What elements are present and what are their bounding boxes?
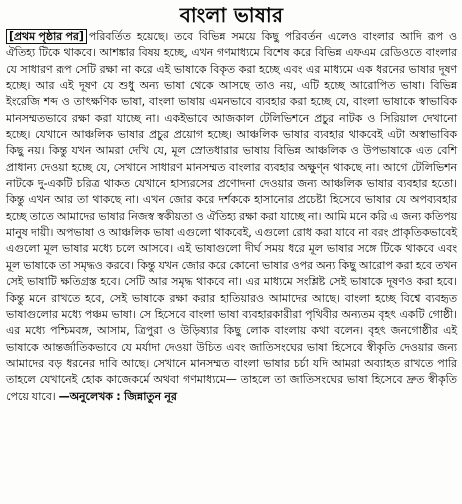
article-byline: —অনুলেখক : জিন্নাতুন নূর [58, 389, 177, 403]
continued-from-front-page-tag: [প্রথম পৃষ্ঠার পর] [6, 29, 87, 44]
article-body-text: পরিবর্তিত হয়েছে। তবে বিভিন্ন সময়ে কিছু পরিবর্তন এলেও বাংলার আদি রূপ ও ঐতিহ্য টিকে থাকবে। আশঙ্কার বিষয় হচ্ছে, এখন গণমাধ্যমে বিশেষ করে বিভিন্ন এফএম রেডিওতে বাংলার যে সাধারণ রূপ সেটি রক্ষা না করে এই ভাষাকে বিকৃত করা হচ্ছে এবং এর মাধ্যমে এক ধরনের ভাষার দূষণ হচ্ছে। আর এই দূষণ যে শুধু অন্য ভাষা থেকে আসছে তাও নয়, এটি হচ্ছে আরোপিত ভাষা। বিভিন্ন ইংরেজি শব্দ ও তাৎক্ষণিক ভাষা, বাংলা ভাষায় এমনভাবে ব্যবহার করা হচ্ছে যে, বাংলা ভাষাকে স্বাভাবিক মানসম্মতভাবে রক্ষা করা যাচ্ছে না। একইভাবে আজকাল টেলিভিশনে প্রচুর নাটক ও সিরিয়াল দেখানো হচ্ছে। যেখানে আঞ্চলিক ভাষার প্রচুর প্রয়োগ হচ্ছে। আঞ্চলিক ভাষার ব্যবহার থাকবেই এটা অস্বাভাবিক কিছু নয়। কিন্তু যখন আমরা দেখি যে, মূল স্রোতধারার ভাষায় বিভিন্ন আঞ্চলিক ও উপভাষাকে এত বেশি প্রাধান্য দেওয়া হচ্ছে যে, সেখানে সাধারণ মানসম্মত বাংলার ব্যবহার অক্ষুণ্ন থাকছে না। আগে টেলিভিশন নাটকে দু-একটি চরিত্র থাকত যেখানে হাস্যরসের প্রণোদনা দেওয়ার জন্য আঞ্চলিক ভাষার ব্যবহার হতো। কিন্তু এখন আর তা থাকছে না। এখন জোর করে দর্শককে হাসানোর প্রচেষ্টা হিসেবে ভাষার যে অপব্যবহার হচ্ছে তাতে আমাদের ভাষার নিজস্ব স্বকীয়তা ও ঐতিহ্য রক্ষা করা যাচ্ছে না। আমি মনে করি এ জন্য কতিপয় মানুষ দায়ী। অপভাষা ও আঞ্চলিক ভাষা এগুলো থাকবেই, এগুলো রোধ করা যাবে না বরং প্রাকৃতিকভাবেই এগুলো মূল ভাষার মধ্যে চলে আসবে। এই ভাষাগুলো দীর্ঘ সময় ধরে মূল ভাষার সঙ্গে টিকে থাকবে এবং মূল ভাষাকে তা সমৃদ্ধও করবে। কিন্তু যখন জোর করে কোনো ভাষার ওপর অন্য কিছু আরোপ করা হবে তখন সেই ভাষাটি ক্ষতিগ্রস্ত হবে। সেটি আর সমৃদ্ধ থাকবে না। এর মাধ্যমে সংশ্লিষ্ট সেই ভাষাকে দূষণও করা হবে। কিন্তু মনে রাখতে হবে, সেই ভাষাকে রক্ষা করার হাতিয়ারও আমাদের আছে। বাংলা হচ্ছে বিশ্বে ব্যবহৃত ভাষাগুলোর মধ্যে পঞ্চম ভাষা। সে হিসেবে বাংলা ভাষা ব্যবহারকারীরা পৃথিবীর অন্যতম বৃহৎ একটি গোষ্ঠী। এর মধ্যে পশ্চিমবঙ্গ, আসাম, ত্রিপুরা ও উড়িষ্যার কিছু লোক বাংলায় কথা বলেন। বৃহৎ জনগোষ্ঠীর এই ভাষাকে আন্তর্জাতিকভাবে যে মর্যাদা দেওয়া উচিত এবং জাতিসংঘের ভাষা হিসেবে স্বীকৃতি দেওয়ার জন্য আমাদের বড় ধরনের দাবি আছে। সেখানে মানসম্মত বাংলা ভাষার চর্চা যদি আমরা অব্যাহত রাখতে পারি তাহলে যেখানেই হোক কাজেকর্মে অথবা গণমাধ্যমে— তাহলে তা জাতিসংঘের ভাষা হিসেবে দ্রুত স্বীকৃতি পেয়ে যাবে। [6, 30, 457, 403]
article-headline: বাংলা ভাষার [179, 3, 284, 27]
article-body [6, 29, 457, 405]
